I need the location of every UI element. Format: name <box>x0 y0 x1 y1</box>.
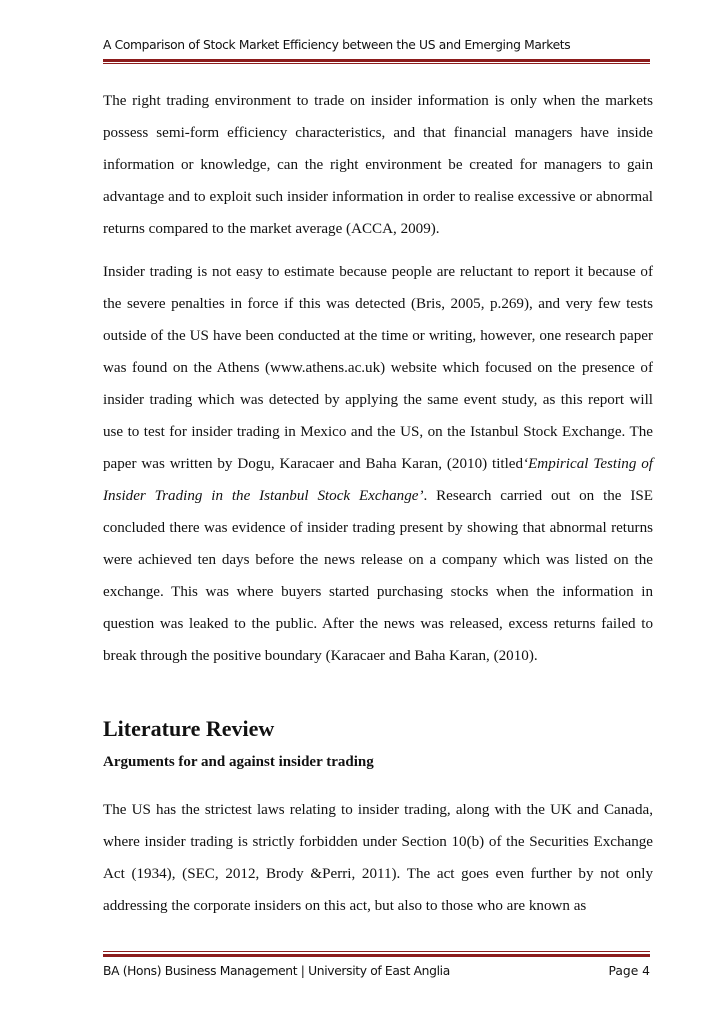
body-paragraph-1: The right trading environment to trade on insider information is only when the markets possess semi-form efficiency characteristics, and that financial managers have inside information or knowledge, can the right environment be created for managers to gain advantage and to exploit such insider information in order to realise excessive or abnormal returns compared to the market average (ACCA, 2009). <box>103 93 653 237</box>
section-heading: Literature Review <box>103 716 275 741</box>
page-number: Page 4 <box>608 964 650 978</box>
running-header: A Comparison of Stock Market Efficiency between the US and Emerging Markets <box>103 38 571 52</box>
body-paragraph-3: The US has the strictest laws relating to insider trading, along with the UK and Canada, where insider trading is strictly forbidden under Section 10(b) of the Securities Exchange Act (1934), (SEC, 2012, Brody &Perri, 2011). The act goes even further by not only addressing the corporate insiders on this act, but also to those who are known as <box>103 802 653 914</box>
footer-rule-thin <box>103 951 650 952</box>
cited-paper-title: ‘Empirical Testing of Insider Trading in the Istanbul Stock Exchange’ <box>103 456 653 504</box>
body-paragraph-2 <box>103 256 653 672</box>
section-subheading: Arguments for and against insider trading <box>103 754 374 770</box>
running-footer: BA (Hons) Business Management | University of East Anglia <box>103 964 450 978</box>
header-rule-thin <box>103 63 650 64</box>
paragraph-2-text-end: . Research carried out on the ISE concluded there was evidence of insider trading present by showing that abnormal returns were achieved ten days before the news release on a company which was listed on the exchange. This was where buyers started purchasing stocks when the information in question was leaked to the public. After the news was released, excess returns failed to break through the positive boundary (Karacaer and Baha Karan, (2010). <box>103 488 653 664</box>
header-rule <box>103 59 650 62</box>
footer-rule <box>103 954 650 957</box>
paragraph-2-text-start: Insider trading is not easy to estimate because people are reluctant to report it because of the severe penalties in force if this was detected (Bris, 2005, p.269), and very few tests outside of the US have been conducted at the time or writing, however, one research paper was found on the Athens (www.athens.ac.uk) website which focused on the presence of insider trading which was detected by applying the same event study, as this report will use to test for insider trading in Mexico and the US, on the Istanbul Stock Exchange. The paper was written by Dogu, Karacaer and Baha Karan, (2010) titled <box>103 264 653 472</box>
